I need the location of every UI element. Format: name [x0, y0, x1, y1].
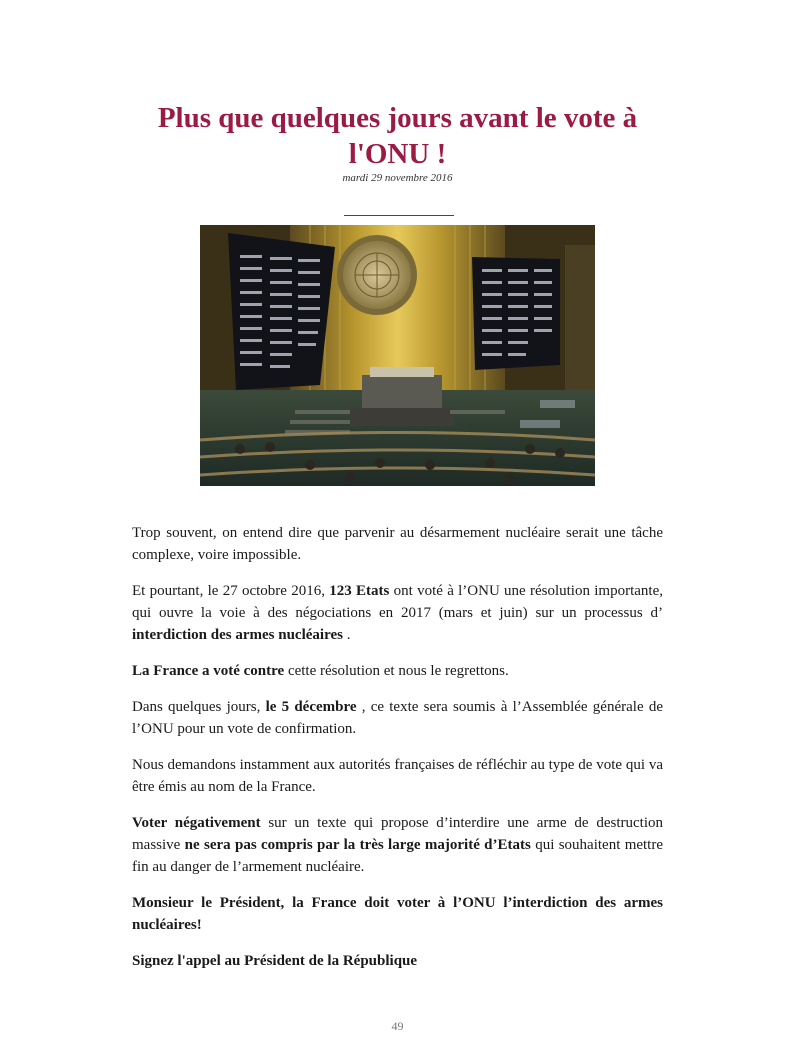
title-line-2: l'ONU !: [348, 138, 447, 170]
paragraph-4-text-a: Dans quelques jours,: [132, 699, 266, 715]
title-divider: [344, 215, 454, 216]
paragraph-2-bold-ban: interdiction des armes nucléaires: [132, 627, 343, 643]
paragraph-6: [132, 812, 663, 878]
paragraph-4-text-c: , ce texte sera soumis à l’Assemblée générale de l’ONU pour un vote de confirmation.: [132, 699, 663, 737]
right-vote-board: [472, 257, 560, 370]
paragraph-1-text: Trop souvent, on entend dire que parvenir au désarmement nucléaire serait une tâche complexe, voire impossible.: [132, 525, 663, 563]
paragraph-6-text-b: sur un texte qui propose d’interdire une arme de destruction massive: [132, 815, 663, 853]
paragraph-7-bold: Monsieur le Président, la France doit voter à l’ONU l’interdiction des armes nucléaires!: [132, 895, 663, 933]
paragraph-6-bold-a: Voter négativement: [132, 815, 261, 831]
paragraph-4-bold-date: le 5 décembre: [265, 699, 357, 715]
paragraph-1: [132, 522, 663, 566]
title-line-1: Plus que quelques jours avant le vote à: [157, 102, 638, 134]
photo-illustration: [200, 225, 595, 486]
petition-call: Signez l'appel au Président de la République: [132, 953, 418, 969]
paragraph-5-text: Nous demandons instamment aux autorités françaises de réfléchir au type de vote qui va être émis au nom de la France.: [132, 757, 663, 795]
paragraph-3-text: cette résolution et nous le regrettons.: [284, 663, 509, 679]
un-general-assembly-photo: [200, 225, 595, 486]
publication-date: mardi 29 novembre 2016: [342, 172, 453, 184]
article-body: [132, 522, 663, 986]
left-vote-board: [228, 233, 335, 390]
paragraph-3: [132, 660, 663, 682]
paragraph-2: [132, 580, 663, 646]
side-panel: [565, 245, 595, 395]
paragraph-8: [132, 950, 663, 972]
paragraph-4: [132, 696, 663, 740]
paragraph-2-text-c: ont voté à l’ONU une résolution importante, qui ouvre la voie à des négociations en 2017 (mars et juin) sur un processus d’: [132, 583, 663, 621]
paragraph-2-text-e: .: [342, 627, 351, 643]
paragraph-6-text-d: qui souhaitent mettre fin au danger de l’armement nucléaire.: [132, 837, 664, 875]
paragraph-5: [132, 754, 663, 798]
paragraph-2-text-a: Et pourtant, le 27 octobre 2016,: [132, 583, 330, 599]
paragraph-6-bold-c: ne sera pas compris par la très large majorité d’Etats: [184, 837, 531, 853]
podium: [350, 367, 454, 426]
paragraph-3-bold: La France a voté contre: [132, 663, 285, 679]
page-title: [100, 100, 695, 172]
page-number: 49: [391, 1019, 404, 1033]
paragraph-7: [132, 892, 663, 936]
paragraph-2-bold-states: 123 Etats: [329, 583, 390, 599]
